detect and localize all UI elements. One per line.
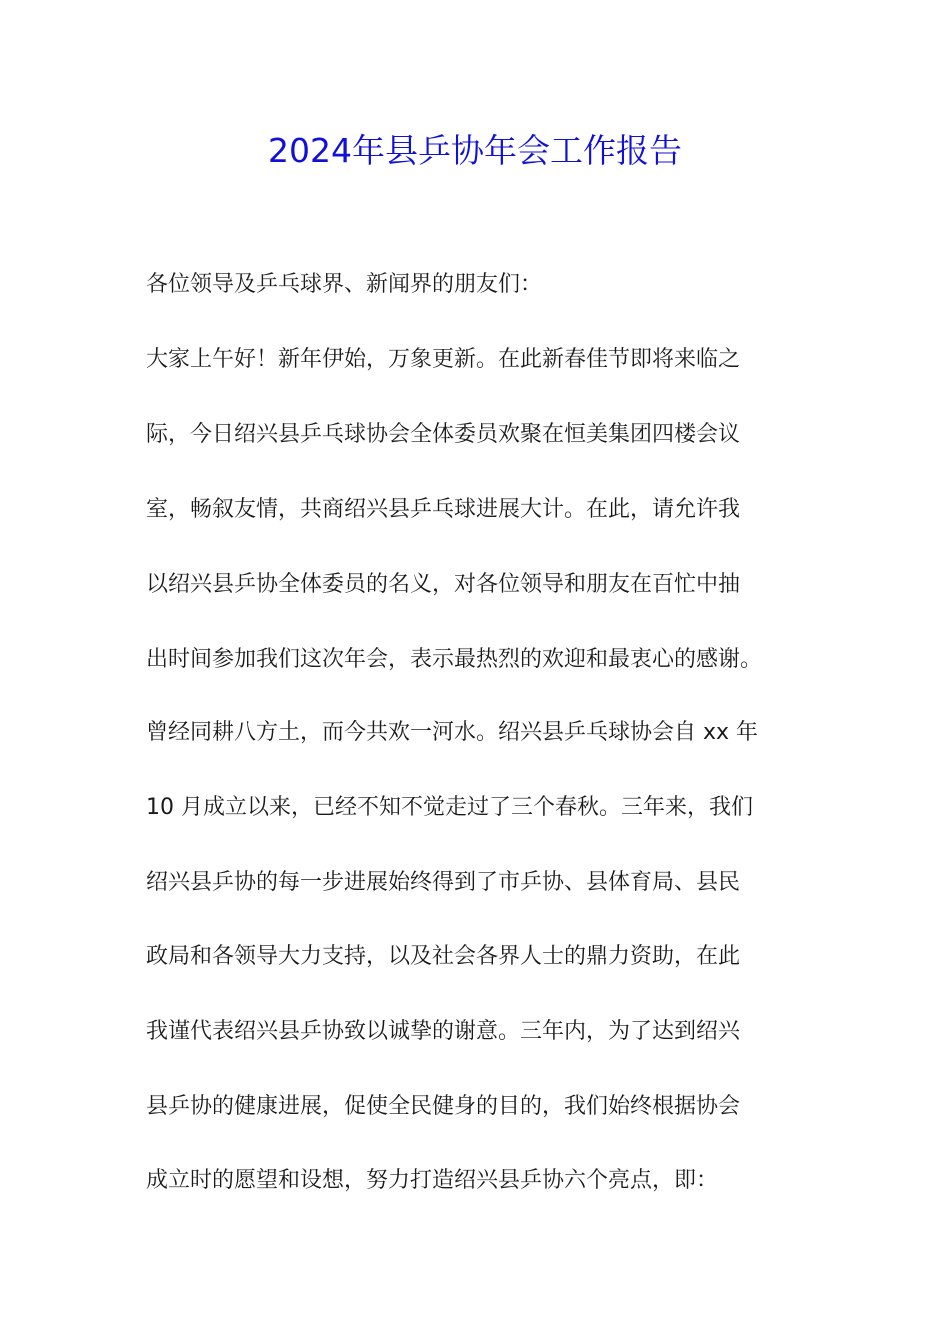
paragraph-line: 室，畅叙友情，共商绍兴县乒乓球进展大计。在此，请允许我 xyxy=(146,497,741,522)
paragraph-line: 县乒协的健康进展，促使全民健身的目的，我们始终根据协会 xyxy=(146,1094,741,1119)
page-title: 2024年县乒协年会工作报告 xyxy=(268,131,682,170)
paragraph-line: 大家上午好！新年伊始，万象更新。在此新春佳节即将来临之 xyxy=(146,347,741,372)
paragraph-line: 10 月成立以来，已经不知不觉走过了三个春秋。三年来，我们 xyxy=(146,795,753,820)
salutation-line: 各位领导及乒乓球界、新闻界的朋友们： xyxy=(146,272,543,297)
paragraph-line: 成立时的愿望和设想，努力打造绍兴县乒协六个亮点，即： xyxy=(146,1168,719,1193)
paragraph-line: 我谨代表绍兴县乒协致以诚挚的谢意。三年内，为了达到绍兴 xyxy=(146,1019,741,1044)
paragraph-line: 际，今日绍兴县乒乓球协会全体委员欢聚在恒美集团四楼会议 xyxy=(146,422,741,447)
paragraph-line: 曾经同耕八方土，而今共欢一河水。绍兴县乒乓球协会自 xx 年 xyxy=(146,720,759,745)
paragraph-line: 绍兴县乒协的每一步进展始终得到了市乒协、县体育局、县民 xyxy=(146,870,741,895)
paragraph-line: 以绍兴县乒协全体委员的名义，对各位领导和朋友在百忙中抽 xyxy=(146,572,741,597)
paragraph-line: 出时间参加我们这次年会，表示最热烈的欢迎和最衷心的感谢。 xyxy=(146,647,763,672)
paragraph-line: 政局和各领导大力支持，以及社会各界人士的鼎力资助，在此 xyxy=(146,944,741,969)
